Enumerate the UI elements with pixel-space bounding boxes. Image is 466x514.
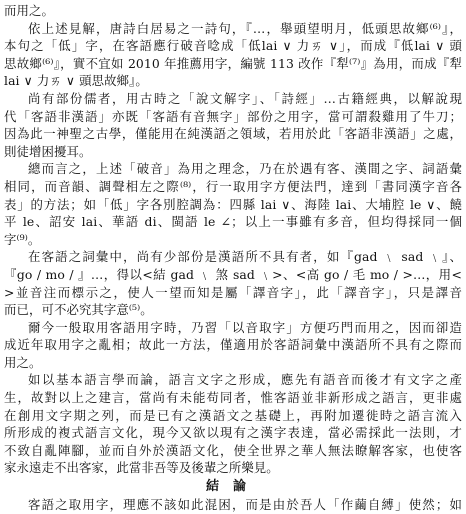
text-line: 本句之「低」字，在客語應行破音唸成「低lai ∨ 力ㄞ ∨」，而成『低lai ∨ 頭 <box>4 38 462 54</box>
text-line: 字⁽⁹⁾。 <box>4 231 41 247</box>
text-line-tail: 客語之取用字，理應不該如此混困，而是由於吾人「作繭自縛」使然；如 <box>28 497 462 513</box>
text-line: 生，故對以上之建言，當尚有未能苟同者，惟客語並非新形成之語言，更非處 <box>4 390 462 406</box>
text-line: >並音注而標示之，使人一望而知是屬「譯音字」，此「譯音字」，只是譯音 <box>4 284 462 300</box>
text-line: 相同，而音韻、調聲相左之際⁽⁸⁾，行一取用字方便法門，達到「書同漢字音各 <box>4 178 462 194</box>
text-line: 不致自亂陣腳，並而自外於漢語文化，使全世界之華人無法瞭解客家，也使客 <box>4 442 462 458</box>
text-line: 依上述見解，唐詩白居易之一詩句，『…，舉頭望明月，低頭思故鄉⁽⁶⁾』， <box>28 20 462 36</box>
text-line: 成近年取用字之亂相；故此一方法，僅適用於客語詞彙中漢語所不具有之際而 <box>4 337 462 353</box>
section-heading: 結論 <box>205 479 260 495</box>
text-line: 表」的方法；如「低」字各別腔調為：四縣 lai ∨、海陸 lai、大埔腔 le ∨、饒 <box>4 196 462 212</box>
text-line: lai ∨ 力ㄞ ∨ 頭思故鄉』。 <box>4 73 148 89</box>
text-line: 家永遠走不出客家，此當非吾等及後輩之所樂見。 <box>4 460 279 476</box>
text-line: 總而言之，上述「破音」為用之理念，乃在於遇有客、漢間之字、詞語彙 <box>28 161 462 177</box>
text-line: 如以基本語言學而論，語言文字之形成，應先有語音而後才有文字之產 <box>28 372 462 388</box>
text-line: 代「客語非漢語」亦既「客語有音無字」部份之用字，當可謂殺雞用了牛刀； <box>4 108 462 124</box>
text-line: 而已，可不必究其字意⁽⁵⁾。 <box>4 302 153 318</box>
text-line: 因為此一神聖之古學，僅能用在純漢語之領域，若用於此「客語非漢語」之處， <box>4 126 462 142</box>
text-line: 而用之。 <box>4 3 54 18</box>
text-line: 在創用文字期之列，而是已有之漢語文之基礎上，再附加遷徙時之語言流入 <box>4 407 462 423</box>
text-line: 則徒增困擾耳。 <box>4 143 92 159</box>
text-line: 平 le、詔安 lai、華語 di、閩語 le ∠；以上一事雖有多音，但均得採同一個 <box>4 214 462 230</box>
document-body <box>4 2 462 477</box>
text-line: 思故鄉⁽⁶⁾』，實不宜如 2010 年推薦用字，編號 113 改作『犁⁽⁷⁾』為用，而成『犁 <box>4 55 462 71</box>
text-line: 尚有部份儒者，用古時之「說文解字」、「詩經」…古籍經典，以解說現 <box>28 90 462 106</box>
text-line: 『go ∕ mo ∕ 』…，得以<結 gad ﹨ 煞 sad ﹨>、<高 go ∕ 毛 mo ∕ >…，用< <box>4 266 462 282</box>
text-line: 用之。 <box>4 354 42 370</box>
text-line: 在客語之詞彙中，尚有少部份是漢語所不具有者，如『gad ﹨ sad ﹨』、 <box>28 249 462 265</box>
text-line: 爾今一般取用客語用字時，乃習「以音取字」方便巧門而用之，因而卻造 <box>28 319 462 335</box>
text-line: 所形成的複式語言文化，現今又欲以現有之漢字表達，當必需採此一法則，才 <box>4 425 462 441</box>
